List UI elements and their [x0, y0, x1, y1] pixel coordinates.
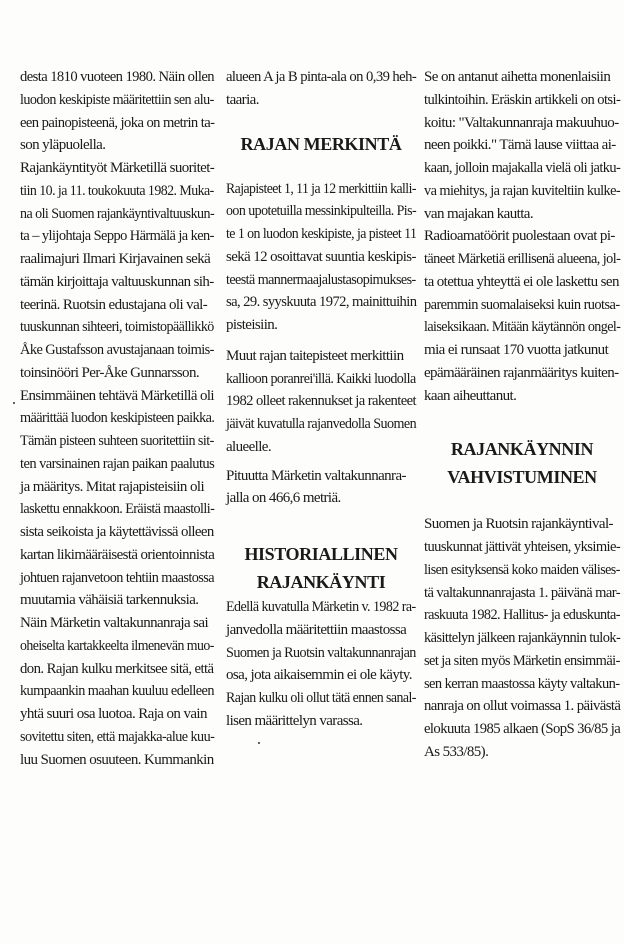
paragraph — [20, 157, 214, 385]
text-line: van majakan kautta. — [424, 205, 533, 222]
text-line: 1982 olleet rakennukset ja rakenteet — [226, 393, 416, 410]
text-line: kartan likimääräisestä orientoinnista — [20, 546, 215, 563]
section-heading — [424, 435, 620, 491]
text-line: sen kerran maastossa käyty valtakun- — [424, 675, 620, 692]
text-line: teerinä. Ruotsin edustajana oli val- — [20, 296, 208, 313]
text-line: Muut rajan taitepisteet merkittiin — [226, 347, 404, 364]
text-line: Rajan kulku oli ollut tätä ennen sanal- — [226, 690, 416, 706]
text-line: tiin 10. ja 11. toukokuuta 1982. Muka- — [20, 182, 214, 199]
text-line: alueelle. — [226, 438, 271, 455]
paragraph — [20, 66, 214, 157]
text-line: elokuuta 1985 alkaen (SopS 36/85 ja — [424, 721, 621, 737]
text-line: teestä mannermaajalustasopimukses- — [226, 271, 416, 288]
paragraph — [424, 225, 620, 407]
text-line: tä valtakunnanrajasta 1. päivänä mar- — [424, 584, 620, 601]
text-line: Se on antanut aihetta monenlaisiin — [424, 69, 611, 85]
spacer — [226, 518, 416, 540]
text-line: ta – ylijohtaja Seppo Härmälä ja ken- — [20, 228, 214, 245]
text-line: sista seikoista ja käytettävissä olleen — [20, 524, 214, 540]
text-line: sekä 12 osoittavat suuntia keskipis- — [226, 248, 416, 265]
text-line: nanraja on ollut voimassa 1. päivästä — [424, 698, 621, 715]
text-line: een painopisteenä, joka on metrin ta- — [20, 114, 215, 131]
text-line: va miehitys, ja rajan kuviteltiin kulke- — [424, 182, 621, 199]
heading-line: HISTORIALLINEN — [244, 544, 398, 564]
text-line: Näin Märketin valtakunnanraja sai — [20, 615, 209, 631]
text-line: Rajankäyntityöt Märketillä suoritet- — [20, 160, 215, 176]
text-line: jäivät kuvatulla rajanvedolla Suomen — [226, 416, 417, 432]
text-line: raalimajuri Ilmari Kirjavainen sekä — [20, 251, 211, 267]
text-line: Tämän pisteen suhteen suoritettiin sit- — [20, 433, 214, 449]
spacer — [424, 491, 620, 501]
text-line: laiseksikaan. Mitään käytännön ongel- — [424, 319, 621, 336]
text-line: epämääräinen rajanmääritys kuiten- — [424, 364, 619, 381]
spacer — [226, 112, 416, 130]
text-line: alueen A ja B pinta-ala on 0,39 heh- — [226, 69, 417, 85]
spacer — [226, 510, 416, 518]
text-line: Åke Gustafsson avustajanaan toimis- — [20, 342, 214, 358]
paragraph — [20, 612, 214, 771]
text-line: taaria. — [226, 91, 259, 108]
print-speck — [258, 742, 260, 744]
text-column-3 — [424, 66, 620, 932]
text-line: Radioamatöörit puolestaan ovat pi- — [424, 228, 615, 245]
paragraph — [226, 66, 416, 112]
section-heading — [226, 540, 416, 596]
section-heading — [226, 130, 416, 158]
text-line: oheiselta kartakkeelta ilmenevän muo- — [20, 637, 214, 654]
paragraph — [226, 345, 416, 459]
text-line: luodon keskipiste määritettiin sen alu- — [20, 91, 214, 108]
paragraph — [226, 596, 416, 733]
text-line: oon upotetuilla messinkipulteilla. Pis- — [226, 203, 417, 220]
text-line: Edellä kuvatulla Märketin v. 1982 ra- — [226, 599, 416, 615]
paragraph — [20, 385, 214, 613]
text-line: osa, jota aikaisemmin ei ole käyty. — [226, 667, 412, 684]
text-line: yhtä suuri osa luotoa. Raja on vain — [20, 706, 207, 722]
text-line: kaan, jolloin majakalla vielä oli jatku- — [424, 160, 621, 176]
text-line: sovitettu siten, että majakka-alue kuu- — [20, 728, 215, 745]
spacer — [424, 501, 620, 513]
text-line: As 533/85). — [424, 743, 489, 760]
text-line: na oli Suomen rajankäyntivaltuuskun- — [20, 205, 215, 222]
text-line: muutamia vähäisiä tarkennuksia. — [20, 592, 199, 609]
text-line: kaan aiheuttanut. — [424, 387, 517, 404]
text-line: tämän kirjoittaja valtuuskunnan sih- — [20, 273, 214, 290]
text-line: te 1 on luodon keskipiste, ja pisteet 11 — [226, 226, 417, 242]
text-line: desta 1810 vuoteen 1980. Näin ollen — [20, 69, 214, 85]
text-line: mia ei runsaat 170 vuotta jatkunut — [424, 342, 609, 358]
text-line: lisen esityksensä koko maiden välises- — [424, 561, 620, 578]
text-line: paremmin suomalaiseksi kuin ruotsa- — [424, 296, 620, 313]
text-line: set ja siten myös Märketin ensimmäi- — [424, 652, 620, 669]
heading-line: RAJAN MERKINTÄ — [240, 133, 402, 154]
text-line: toinsinööri Per-Åke Gunnarsson. — [20, 364, 199, 381]
heading-line: RAJANKÄYNNIN — [450, 439, 594, 460]
text-line: luu Suomen osuuteen. Kummankin — [20, 751, 214, 768]
text-line: johtuen rajanvetoon tehtiin maastossa — [20, 569, 215, 586]
text-line: tuuskunnan sihteeri, toimistopäällikkö — [20, 319, 214, 336]
text-line: tuuskunnat jättivät yhteisen, yksimie- — [424, 539, 621, 555]
text-line: Rajapisteet 1, 11 ja 12 merkittiin kalli- — [226, 180, 416, 197]
text-line: don. Rajan kulku merkitsee sitä, että — [20, 660, 214, 677]
spacer — [226, 337, 416, 345]
text-line: pisteisiin. — [226, 317, 278, 333]
text-line: lisen määrittelyn varassa. — [226, 712, 363, 729]
text-line: käsittelyn jälkeen rajankäynnin tulok- — [424, 630, 621, 646]
text-line: Pituutta Märketin valtakunnanra- — [226, 467, 406, 484]
text-line: koitu: "Valtakunnanraja makuuhuo- — [424, 114, 619, 131]
text-column-1 — [20, 66, 214, 932]
text-line: täneet Märketiä erillisenä alueena, jol- — [424, 251, 621, 267]
paragraph — [424, 66, 620, 225]
heading-line: RAJANKÄYNTI — [256, 572, 386, 592]
text-line: sa, 29. syyskuuta 1972, mainittuihin — [226, 294, 417, 311]
text-line: määrittää luodon keskipisteen paikka. — [20, 410, 215, 427]
text-line: kallioon poranrei'illä. Kaikki luodolla — [226, 370, 416, 387]
text-line: neen poikki." Tämä lause viittaa ai- — [424, 137, 616, 154]
paragraph — [226, 178, 416, 337]
text-line: ja määritys. Mitat rajapisteisiin oli — [20, 478, 205, 495]
text-line: kumpaankin maahan kuuluu edelleen — [20, 683, 214, 700]
text-line: tulkintoihin. Eräskin artikkeli on otsi- — [424, 91, 621, 108]
text-line: ta otettua yhteyttä ei ole laskettu sen — [424, 273, 619, 290]
heading-line: VAHVISTUMINEN — [447, 467, 597, 488]
text-line: Suomen ja Ruotsin valtakunnanrajan — [226, 644, 416, 661]
spacer — [226, 158, 416, 172]
text-line: janvedolla määritettiin maastossa — [226, 621, 407, 638]
text-line: Ensimmäinen tehtävä Märketillä oli — [20, 387, 214, 404]
text-line: laskettu ennakkoon. Eräistä maastolli- — [20, 501, 215, 518]
text-line: son yläpuolella. — [20, 137, 106, 154]
print-speck — [13, 402, 15, 404]
paragraph — [424, 513, 620, 763]
text-line: jalla on 466,6 metriä. — [226, 490, 341, 507]
text-line: raskuuta 1982. Hallitus- ja eduskunta- — [424, 607, 620, 624]
text-column-2 — [226, 66, 416, 932]
text-line: Suomen ja Ruotsin rajankäyntival- — [424, 516, 613, 533]
text-line: ten varsinainen rajan paikan paalutus — [20, 455, 215, 472]
paragraph — [226, 465, 416, 511]
spacer — [424, 407, 620, 435]
